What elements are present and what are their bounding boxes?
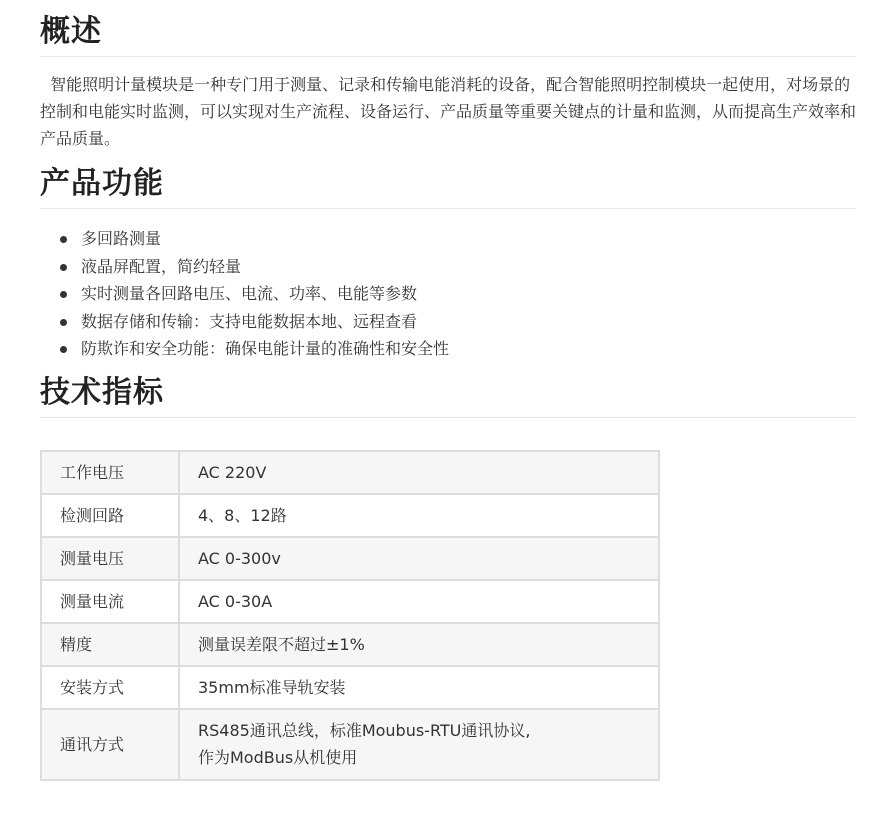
- spec-value: 35mm标准导轨安装: [179, 666, 659, 709]
- list-item: [81, 253, 856, 281]
- table-row: [41, 537, 659, 580]
- features-heading: 产品功能: [40, 166, 856, 209]
- spec-label: 工作电压: [41, 451, 179, 494]
- spec-label: 检测回路: [41, 494, 179, 537]
- table-row: [41, 666, 659, 709]
- bullet-icon: [60, 346, 67, 353]
- overview-paragraph: 智能照明计量模块是一种专门用于测量、记录和传输电能消耗的设备，配合智能照明控制模块一起使用，对场景的控制和电能实时监测，可以实现对生产流程、设备运行、产品质量等重要关键点的计量和监测，从而提高生产效率和产品质量。: [40, 75, 857, 148]
- bullet-icon: [60, 264, 67, 271]
- table-row: [41, 623, 659, 666]
- bullet-icon: [60, 319, 67, 326]
- feature-text: 实时测量各回路电压、电流、功率、电能等参数: [81, 284, 418, 303]
- list-item: [81, 335, 856, 363]
- spec-label: 通讯方式: [41, 709, 179, 780]
- table-row: [41, 451, 659, 494]
- spec-label: 测量电流: [41, 580, 179, 623]
- spec-value-line: RS485通讯总线，标准Moubus-RTU通讯协议,: [198, 721, 531, 740]
- feature-text: 防欺诈和安全功能：确保电能计量的准确性和安全性: [81, 339, 450, 358]
- spec-value: 4、8、12路: [179, 494, 659, 537]
- bullet-icon: [60, 291, 67, 298]
- list-item: [81, 225, 856, 253]
- spec-label: 测量电压: [41, 537, 179, 580]
- features-list: [40, 225, 856, 363]
- list-item: [81, 280, 856, 308]
- table-row: [41, 580, 659, 623]
- spec-value: 测量误差限不超过±1%: [179, 623, 659, 666]
- overview-heading: 概述: [40, 14, 856, 57]
- feature-text: 数据存储和传输：支持电能数据本地、远程查看: [81, 311, 418, 331]
- feature-text: 液晶屏配置，简约轻量: [81, 256, 242, 276]
- spec-label: 安装方式: [41, 666, 179, 709]
- list-item: [81, 308, 856, 336]
- table-row: [41, 494, 659, 537]
- table-row: [41, 709, 659, 780]
- article-content: [40, 0, 856, 781]
- spec-value-line: 作为ModBus从机使用: [198, 748, 358, 767]
- specs-table: [40, 450, 660, 781]
- feature-text: 多回路测量: [81, 229, 162, 248]
- spec-value: AC 0-300v: [179, 537, 659, 580]
- spec-value: AC 220V: [179, 451, 659, 494]
- specs-heading: 技术指标: [40, 375, 856, 418]
- spec-value: AC 0-30A: [179, 580, 659, 623]
- spec-label: 精度: [41, 623, 179, 666]
- spec-value: [179, 709, 659, 780]
- bullet-icon: [60, 236, 67, 243]
